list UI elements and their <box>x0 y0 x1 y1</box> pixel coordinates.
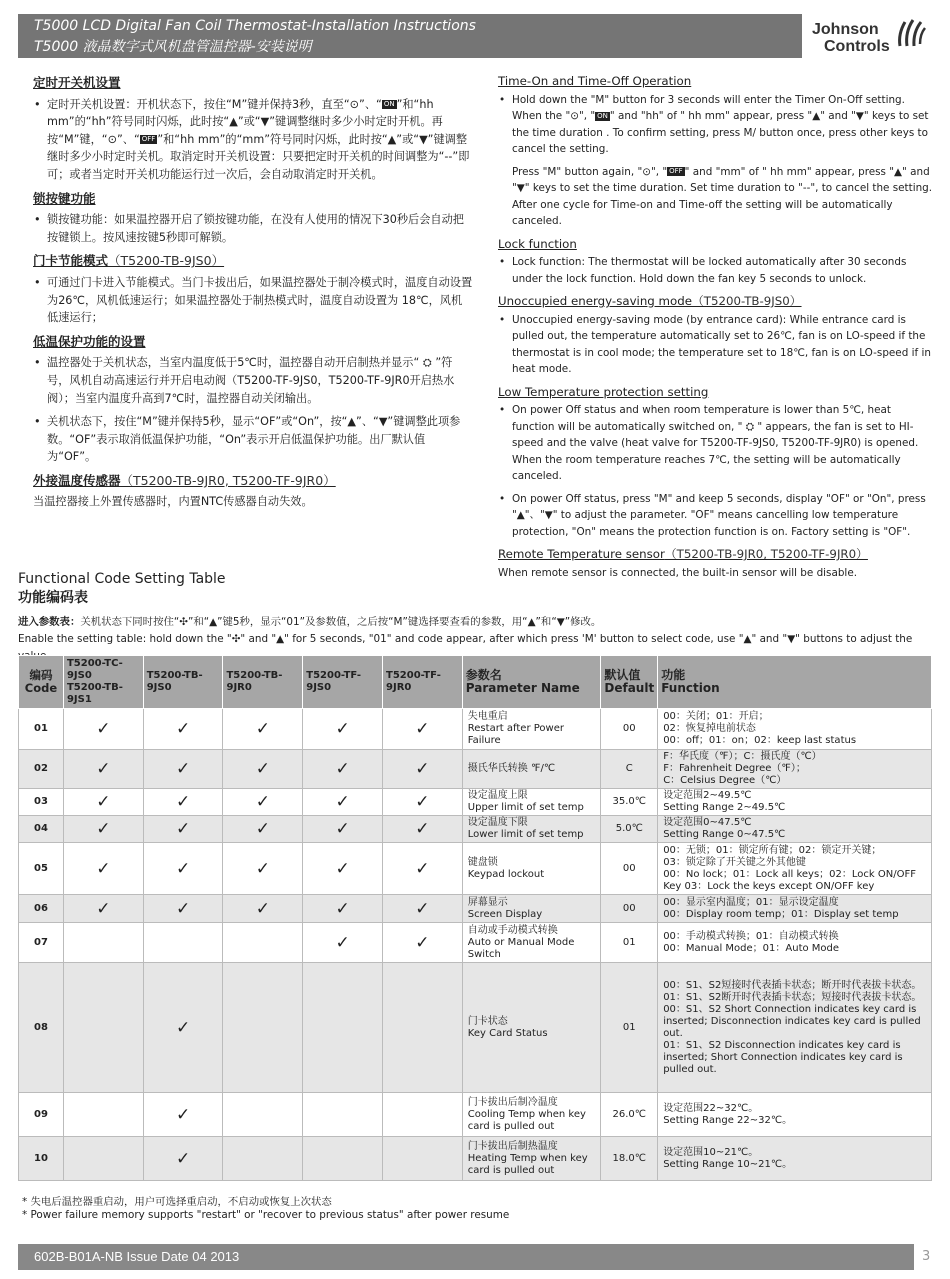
check-icon: ✓ <box>143 816 223 843</box>
enable-cn <box>18 614 933 631</box>
check-icon: ✓ <box>303 895 383 923</box>
check-icon: ✓ <box>143 963 223 1093</box>
function-line: F：Fahrenheit Degree（℉）； <box>663 763 806 774</box>
col-function-cn: 功能 <box>661 668 686 682</box>
timer-heading-cn: 定时开关机设置 <box>33 75 121 90</box>
remote-heading-en-title: Remote Temperature sensor <box>498 547 665 561</box>
page-header <box>18 14 930 58</box>
function-line: 00：关闭；01：开启； <box>663 711 769 722</box>
code-cell: 04 <box>19 816 64 843</box>
function-line: 00：No lock；01：Lock all keys；02：Lock ON/OFF Key 03：Lock the keys except ON/OFF key <box>663 868 916 892</box>
check-icon: ✓ <box>383 843 463 895</box>
model-support-cell <box>223 1137 303 1181</box>
model-support-cell <box>223 1093 303 1137</box>
check-icon: ✓ <box>303 709 383 750</box>
function-cell <box>658 789 932 816</box>
function-line: Setting Range 2~49.5℃ <box>663 802 786 813</box>
check-icon: ✓ <box>223 816 303 843</box>
check-icon: ✓ <box>383 789 463 816</box>
table-row <box>19 709 932 750</box>
timer-text-en <box>498 92 934 158</box>
check-icon: ✓ <box>143 895 223 923</box>
table-header-row <box>19 656 932 709</box>
timer-heading-en: Time-On and Time-Off Operation <box>498 74 692 88</box>
check-icon: ✓ <box>383 750 463 789</box>
function-cell <box>658 1093 932 1137</box>
check-icon: ✓ <box>303 750 383 789</box>
param-cell <box>462 963 601 1093</box>
code-cell: 03 <box>19 789 64 816</box>
param-p_cn: 失电重启 <box>467 711 508 722</box>
check-icon: ✓ <box>303 923 383 963</box>
function-line: 00：Manual Mode；01：Auto Mode <box>663 942 840 954</box>
table-row <box>19 816 932 843</box>
on-button-icon: ON <box>597 111 608 120</box>
table-row <box>19 1093 932 1137</box>
check-icon: ✓ <box>143 789 223 816</box>
card-heading-en-title: Unoccupied energy-saving mode <box>498 294 692 308</box>
param-p_cn: 键盘锁 <box>467 856 498 868</box>
param-p_en: Heating Temp when key card is pulled out <box>467 1152 588 1176</box>
check-icon: ✓ <box>383 816 463 843</box>
check-icon: ✓ <box>223 843 303 895</box>
lowtemp-heading-cn: 低温保护功能的设置 <box>33 333 146 349</box>
function-line: 02：恢复掉电前状态 <box>663 723 756 734</box>
card-heading-cn-title: 门卡节能模式 <box>33 253 109 269</box>
param-p_cn: 门卡状态 <box>467 1015 508 1027</box>
remote-heading-cn-title: 外接温度传感器 <box>33 472 121 488</box>
col-param-en: Parameter Name <box>465 681 580 695</box>
function-line: 设定范围2~49.5℃ <box>663 790 752 801</box>
check-icon: ✓ <box>143 1137 223 1181</box>
col-code-cn: 编码 <box>29 668 53 682</box>
lock-heading-cn: 锁按键功能 <box>33 190 96 206</box>
param-cell <box>462 709 601 750</box>
model-support-cell <box>383 1137 463 1181</box>
check-icon: ✓ <box>383 923 463 963</box>
timer-text-cn <box>33 96 473 184</box>
lowtemp-text2-en: • On power Off status, press "M" and keep 5 seconds, display "OF" or "On", press "▲"、"▼" to adjust the parameter. "OF" means cancelling low temperature protection, "On" means the protection function is on. Factory setting is "OF". <box>498 491 934 541</box>
timer-text-en-part2: " and "hh" of " hh mm" appear, press "▲" and "▼" keys to set the time duration . To confirm setting, press M/ button once, press other keys to cancel the setting. <box>512 110 929 155</box>
col-default-cn: 默认值 <box>604 668 641 682</box>
default-cell: 01 <box>601 923 658 963</box>
code-cell: 07 <box>19 923 64 963</box>
param-p_cn: 自动或手动模式转换 <box>467 924 558 936</box>
default-cell: 00 <box>601 843 658 895</box>
check-icon: ✓ <box>223 709 303 750</box>
param-cell <box>462 750 601 789</box>
param-p_en: Upper limit of set temp <box>467 802 584 813</box>
table-row <box>19 789 932 816</box>
check-icon: ✓ <box>303 843 383 895</box>
remote-text-cn: 当温控器接上外置传感器时，内置NTC传感器自动失效。 <box>33 495 313 509</box>
col-function-header <box>658 656 932 709</box>
param-p_cn: 门卡拔出后制热温度 <box>467 1140 558 1152</box>
timer-text2-en-part2: " and "mm" of " hh mm" appear, press "▲" and "▼" keys to set the time duration. Set time duration to "--", to cancel the setting. After one cycle for Time-on and Time-off the setting will be automatically canceled. <box>512 165 933 227</box>
model-support-cell <box>383 1093 463 1137</box>
param-p_cn: 设定温度下限 <box>467 817 528 828</box>
lowtemp-text1-cn: • 温控器处于关机状态，当室内温度低于5℃时，温控器自动开启制热并显示“ ⛭ ”符号，风机自动高速运行并开启电动阀（T5200-TF-9JS0，T5200-TF-9JR0开启热水阀）；当室内温度升高到7℃时，温控器自动关闭输出。 <box>33 354 473 407</box>
function-line: 00：手动模式转换；01：自动模式转换 <box>663 930 839 942</box>
col-model5-header: T5200-TF-9JR0 <box>383 656 463 709</box>
col-default-header <box>601 656 658 709</box>
model-support-cell <box>63 923 143 963</box>
lock-text-cn: • 锁按键功能：如果温控器开启了锁按键功能，在没有人使用的情况下30秒后会自动把按键锁上。按风速按键5秒即可解锁。 <box>33 211 473 246</box>
check-icon: ✓ <box>303 816 383 843</box>
footnotes <box>22 1196 509 1222</box>
param-cell <box>462 816 601 843</box>
function-line: 设定范围0~47.5℃ <box>663 817 752 828</box>
function-line: 设定范围10~21℃。 <box>663 1146 759 1158</box>
check-icon: ✓ <box>223 895 303 923</box>
model-support-cell <box>63 1093 143 1137</box>
off-button-icon: OFF <box>141 135 156 144</box>
function-line: 01：S1、S2断开时代表插卡状态；短接时代表拔卡状态。 <box>663 991 922 1003</box>
footer-bar: 602B-B01A-NB Issue Date 04 2013 <box>18 1244 914 1270</box>
logo-text-line1: Johnson <box>812 21 879 38</box>
param-p_en: 摄氏华氏转换 ℉/℃ <box>467 763 556 774</box>
enable-cn-text: 关机状态下同时按住“✣”和“▲”键5秒，显示“01”及参数值，之后按“M”键选择要查看的参数，用“▲”和“▼”修改。 <box>80 616 602 628</box>
function-cell <box>658 709 932 750</box>
card-heading-cn-model: （T5200-TB-9JS0） <box>108 253 225 269</box>
function-line: 01：S1、S2 Disconnection indicates key card is inserted; Short Connection indicates key card is pulled out. <box>663 1039 903 1075</box>
timer-text2-en <box>498 164 934 230</box>
function-cell <box>658 923 932 963</box>
function-line: 00：无锁；01：锁定所有键；02：锁定开关键； <box>663 844 882 856</box>
param-p_cn: 屏幕显示 <box>467 896 508 908</box>
footnote-en: * Power failure memory supports "restart" or "recover to previous status" after power resume <box>22 1209 510 1221</box>
check-icon: ✓ <box>303 789 383 816</box>
check-icon: ✓ <box>223 750 303 789</box>
function-line: F：华氏度（℉）；C：摄氏度（℃） <box>663 751 822 762</box>
param-p_en: Cooling Temp when key card is pulled out <box>467 1108 586 1132</box>
col-model2-header: T5200-TB-9JS0 <box>143 656 223 709</box>
param-cell <box>462 895 601 923</box>
function-cell <box>658 963 932 1093</box>
model-support-cell <box>63 963 143 1093</box>
card-heading-en <box>498 293 934 310</box>
function-cell <box>658 843 932 895</box>
code-cell: 06 <box>19 895 64 923</box>
table-title-cn: 功能编码表 <box>18 590 88 606</box>
function-cell <box>658 750 932 789</box>
card-heading-cn <box>33 252 473 270</box>
table-row <box>19 1137 932 1181</box>
param-p_en: Auto or Manual Mode Switch <box>467 936 575 960</box>
model-support-cell <box>303 963 383 1093</box>
function-line: 00：off；01：on；02：keep last status <box>663 735 857 746</box>
param-cell <box>462 1093 601 1137</box>
logo-mark-icon <box>896 16 926 50</box>
param-p_cn: 门卡拔出后制冷温度 <box>467 1096 558 1108</box>
param-cell <box>462 1137 601 1181</box>
header-title-cn: T5000 液晶数字式风机盘管温控器-安装说明 <box>34 39 312 55</box>
timer-text2-en-part1: Press "M" button again, "⊙", " <box>512 165 668 178</box>
code-cell: 09 <box>19 1093 64 1137</box>
default-cell: 26.0℃ <box>601 1093 658 1137</box>
enable-en-label: Enable the setting table: <box>18 633 147 645</box>
param-p_en: Restart after Power Failure <box>467 723 564 746</box>
default-cell: 00 <box>601 709 658 750</box>
brand-logo <box>802 14 930 58</box>
function-cell <box>658 895 932 923</box>
timer-text-cn-part3: ”和“hh mm”的“mm”符号同时闪烁，此时按“▲”或“▼”键调整继时多少小时定时关机。取消定时开关机设置：只要把定时开关机的时间调整为“--”即可；或者当定时开关机功能运行过一次后，会自动取消定时开关机。 <box>47 132 470 181</box>
remote-heading-cn-model: （T5200-TB-9JR0, T5200-TF-9JR0） <box>120 472 336 488</box>
lock-text-en: • Lock function: The thermostat will be locked automatically after 30 seconds under the lock function. Hold down the fan key 5 seconds to unlock. <box>498 254 934 287</box>
param-p_en: Lower limit of set temp <box>467 829 584 840</box>
model-support-cell <box>223 923 303 963</box>
table-row <box>19 895 932 923</box>
code-cell: 05 <box>19 843 64 895</box>
check-icon: ✓ <box>63 750 143 789</box>
function-line: 00：显示室内温度；01：显示设定温度 <box>663 896 839 908</box>
col-model3-header: T5200-TB-9JR0 <box>223 656 303 709</box>
timer-text-cn-part2: ”和“hh mm”的“hh”符号同时闪烁，此时按“▲”或“▼”键调整继时多少小时定时开机。再按“M”键，“⊙”、“ <box>47 97 443 146</box>
code-cell: 01 <box>19 709 64 750</box>
card-text-en: • Unoccupied energy-saving mode (by entrance card): While entrance card is pulled out, the temperature automatically set to 26℃, fan is on LO-speed if the thermostat is in cool mode; the temperature set to 18℃, fan is on LO-speed if in heat mode. <box>498 312 934 378</box>
lowtemp-text1-en: • On power Off status and when room temperature is lower than 5℃, heat function will be automatically switched on, " ⛭ " appears, the fan is set to HI-speed and the valve (heat valve for T5200-TF-9JS0, T5200-TF-9JR0) is opened. When the room temperature reaches 7℃, the setting will be automatically canceled. <box>498 402 934 485</box>
model-support-cell <box>143 923 223 963</box>
check-icon: ✓ <box>63 843 143 895</box>
model-support-cell <box>303 1137 383 1181</box>
default-cell: 18.0℃ <box>601 1137 658 1181</box>
default-cell: 01 <box>601 963 658 1093</box>
code-cell: 02 <box>19 750 64 789</box>
table-body <box>19 709 932 1181</box>
default-cell: C <box>601 750 658 789</box>
function-code-table <box>18 655 932 1181</box>
table-row <box>19 923 932 963</box>
timer-text-en-part1: Hold down the "M" button for 3 seconds will enter the Timer On-Off setting. When the "⊙", " <box>512 93 905 122</box>
check-icon: ✓ <box>63 816 143 843</box>
check-icon: ✓ <box>143 1093 223 1137</box>
check-icon: ✓ <box>143 843 223 895</box>
col-model1b: T5200-TB-9JS1 <box>66 682 123 705</box>
table-row <box>19 963 932 1093</box>
lock-heading-en: Lock function <box>498 236 577 251</box>
remote-text-en: When remote sensor is connected, the built-in sensor will be disable. <box>498 566 858 579</box>
remote-heading-en-model: （T5200-TB-9JR0, T5200-TF-9JR0） <box>664 547 868 561</box>
param-p_en: Key Card Status <box>467 1027 548 1039</box>
check-icon: ✓ <box>143 750 223 789</box>
param-p_en: Screen Display <box>467 908 543 920</box>
function-line: Setting Range 0~47.5℃ <box>663 829 786 840</box>
function-line: Setting Range 22~32℃。 <box>663 1114 793 1126</box>
enable-en-text: hold down the "✣" and "▲" for 5 seconds, "01" and code appear, after which press 'M' button to select code, use "▲" and "▼" buttons to adjust the <box>149 633 913 645</box>
left-column-cn <box>33 72 473 511</box>
model-support-cell <box>383 963 463 1093</box>
param-cell <box>462 843 601 895</box>
check-icon: ✓ <box>383 895 463 923</box>
remote-heading-cn <box>33 472 473 490</box>
check-icon: ✓ <box>383 709 463 750</box>
col-model1a: T5200-TC-9JS0 <box>66 658 123 681</box>
function-line: 03：锁定除了开关键之外其他键 <box>663 856 806 868</box>
param-p_en: Keypad lockout <box>467 868 545 880</box>
table-row <box>19 843 932 895</box>
check-icon: ✓ <box>63 895 143 923</box>
function-line: 00：S1、S2 Short Connection indicates key card is inserted; Disconnection indicates key card is pulled out. <box>663 1003 921 1039</box>
check-icon: ✓ <box>143 709 223 750</box>
param-cell <box>462 789 601 816</box>
function-line: C：Celsius Degree（℃） <box>663 775 787 786</box>
default-cell: 00 <box>601 895 658 923</box>
function-line: 设定范围22~32℃。 <box>663 1102 759 1114</box>
col-model1-header <box>63 656 143 709</box>
remote-heading-en <box>498 546 934 563</box>
param-p_cn: 设定温度上限 <box>467 790 528 801</box>
function-line: 00：Display room temp；01：Display set temp <box>663 908 899 920</box>
function-line: 00：S1、S2短接时代表插卡状态；断开时代表拔卡状态。 <box>663 979 922 991</box>
table-row <box>19 750 932 789</box>
page-number: 3 <box>922 1249 931 1264</box>
param-cell <box>462 923 601 963</box>
check-icon: ✓ <box>63 709 143 750</box>
model-support-cell <box>63 1137 143 1181</box>
table-title-en: Functional Code Setting Table <box>18 571 226 587</box>
default-cell: 5.0℃ <box>601 816 658 843</box>
on-button-icon: ON <box>383 100 395 109</box>
model-support-cell <box>223 963 303 1093</box>
col-param-header <box>462 656 601 709</box>
off-button-icon: OFF <box>669 167 683 175</box>
code-cell: 08 <box>19 963 64 1093</box>
card-text-cn: • 可通过门卡进入节能模式。当门卡拔出后，如果温控器处于制冷模式时，温度自动设置为26℃，风机低速运行；如果温控器处于制热模式时，温度自动设置为 18℃，风机低速运行； <box>33 274 473 327</box>
col-default-en: Default <box>604 681 655 695</box>
col-code-header <box>19 656 64 709</box>
table-section-title <box>18 571 226 607</box>
check-icon: ✓ <box>223 789 303 816</box>
model-support-cell <box>303 1093 383 1137</box>
default-cell: 35.0℃ <box>601 789 658 816</box>
card-heading-en-model: （T5200-TB-9JS0） <box>692 294 802 308</box>
function-line: Setting Range 10~21℃。 <box>663 1158 793 1170</box>
col-param-cn: 参数名 <box>465 668 502 682</box>
check-icon: ✓ <box>63 789 143 816</box>
col-code-en: Code <box>24 681 58 695</box>
enable-cn-label: 进入参数表： <box>18 616 81 628</box>
logo-text-line2: Controls <box>824 38 890 55</box>
right-column-en <box>498 72 934 581</box>
lowtemp-text2-cn: • 关机状态下，按住“M”键并保持5秒，显示“OF”或“On”，按“▲”、“▼”键调整此项参数。“OF”表示取消低温保护功能，“On”表示开启低温保护功能。出厂默认值为“OF”。 <box>33 413 473 466</box>
col-model4-header: T5200-TF-9JS0 <box>303 656 383 709</box>
col-function-en: Function <box>661 681 720 695</box>
function-cell <box>658 816 932 843</box>
timer-text-cn-part1: 定时开关机设置：开机状态下，按住“M”键并保持3秒，直至“⊙”、“ <box>47 97 382 111</box>
code-cell: 10 <box>19 1137 64 1181</box>
function-cell <box>658 1137 932 1181</box>
lowtemp-heading-en: Low Temperature protection setting <box>498 384 709 399</box>
header-title-en: T5000 LCD Digital Fan Coil Thermostat-Installation Instructions <box>34 18 476 34</box>
footnote-cn: * 失电后温控器重启动，用户可选择重启动，不启动或恢复上次状态 <box>22 1196 332 1208</box>
